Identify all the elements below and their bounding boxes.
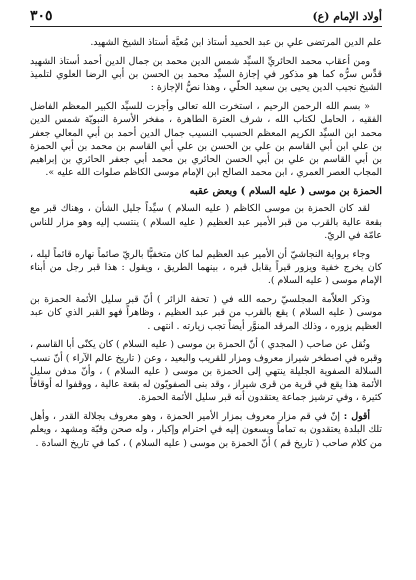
page-header [30, 4, 382, 27]
paragraph: لقد كان الحمزة بن موسى الكاظم ( عليه السلام ) سيِّداً جليل الشأن ، وهناك قبر مع بقعة عالية بالقرب من قبر الأمير عبد العظيم ( عليه السلام ) ينتسب إليه وهو مزار للناس عامّة في الريّ. [30, 203, 382, 242]
paragraph: وجاء برواية النجاشيّ أن الأمير عبد العظيم لما كان متخفيًّا بالريّ صائماً نهاره قائماً ليله ، كان يخرج خفية ويزور قبراً يقابل قبره ، بينهما الطريق ، ويقول : هذا قبر رجل من أبناء الإمام موسى ( عليه السلام ). [30, 248, 382, 287]
page-body [30, 36, 382, 455]
paragraph: وذكر العلاّمة المجلسيّ رحمه الله في ( تحفة الزائر ) أنّ قبر سليل الأئمة الحمزة بن موسى ( عليه السلام ) يقع بالقرب من قبر عبد العظيم ، وظاهراً فهو القبر الذي كان عبد العظيم يزوره ، وذلك المرقد المنوَّر أيضاً تجب زيارته . انتهى . [30, 294, 382, 332]
paragraph: علم الدين المرتضى علي بن عبد الحميد أستاذ ابن مُعيَّة أستاذ الشيخ الشهيد. [90, 37, 382, 48]
paragraph: ونُقل عن صاحب ( المجدي ) أنّ الحمزة بن موسى ( عليه السلام ) كان يكنّى أبا القاسم ، وقبره في اصطخر شيراز معروف ومزار للقريب والبعيد ، وعن ( تاريخ عالم الآراء ) أنّ نسب السلالة الصفوية الجليلة ينتهي إلى الحمزة بن موسى ( عليه السلام ) ، وأنّ مدفن سليل الأئمة هذا يقع في قرية من قرى شيراز ، وقد بنى الصفويّون له بقعة عالية ، ووقفوا له أوقافاً كثيرة ، وفي ترشيز جماعة يعتقدون أنه قبر سليل الأئمة الحمزة. [30, 339, 382, 404]
paragraph: « بسم الله الرحمن الرحيم ، استخرت الله تعالى وأجزت للسيِّد الكبير المعظم الفاضل الفقيه ، الحامل لكتاب الله ، شرف العترة الطاهرة ، مفخر الأسرة النبويّة شمس الدين محمد ابن السيِّد الكريم المعظم الحسيب النسيب جمال الدين أحمد بن أبي المعالي جعفر بن علي ابن أبي القاسم بن علي بن الحسن بن علي أبي القاسم بن محمد بن أبي الحمزة بن أبي القاسم بن علي بن أبي الحسن الحائري بن محمد أبي جعفر الحائري بن إبراهيم المجاب العصر العمري ، ابن محمد الصالح ابن الإمام موسى الكاظم صلوات الله عليه ». [30, 100, 382, 179]
paragraph [30, 410, 382, 450]
paragraph-text: إنّ في قم مزار معروف بمزار الأمير الحمزة ، وهو معروف بجلالة القدر ، وأهل تلك البلدة يعتقدون به تماماً ويسعون إليه في احترام وإكبار ، وله صحن وقبّة ومشهد ، ويعلم من كلام صاحب ( تاريخ قم ) أنّ الحمزة بن موسى ( عليه السلام ) ، كما في تاريخ السادة . [30, 411, 382, 449]
page-number: ٣٠٥ [30, 8, 53, 24]
paragraph-lead: أقول : [343, 411, 371, 423]
paragraph: ومن أعقاب محمد الحائريِّ السيِّد شمس الدين محمد بن جمال الدين أحمد أستاذ الشهيد قدِّس سرُّه كما هو مذكور في إجازة السيِّد محمد بن الحسن بن أبي الرضا العلوي لتلميذ الشيخ نجيب الدين يحيى بن سعيد الحلّي ، وهذا نصُّ الإجازة : [30, 55, 382, 94]
running-title: أولاد الإمام (ع) [312, 10, 382, 23]
section-heading: الحمزة بن موسى ( عليه السلام ) وبعض عقبه [189, 186, 382, 198]
